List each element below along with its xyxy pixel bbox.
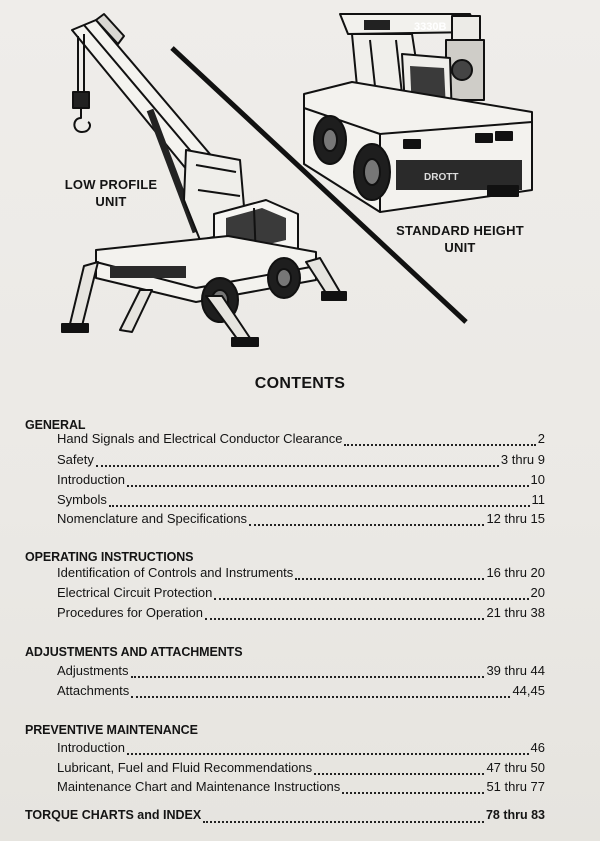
dot-leader <box>295 568 484 580</box>
toc-entry-title: Attachments <box>57 683 130 698</box>
dot-leader <box>342 782 484 794</box>
crane-brand-text: DROTT <box>424 172 459 183</box>
dot-leader <box>96 455 499 467</box>
dot-leader <box>314 763 484 775</box>
dot-leader <box>109 495 530 507</box>
section-heading-maintenance: PREVENTIVE MAINTENANCE <box>25 723 198 737</box>
toc-entry-title: Lubricant, Fuel and Fluid Recommendations <box>57 760 313 775</box>
toc-entry-title: Procedures for Operation <box>57 605 203 620</box>
toc-entry <box>57 585 545 603</box>
toc-entry <box>57 663 545 681</box>
toc-entry-page: 12 thru 15 <box>486 511 545 526</box>
toc-entry-title: Hand Signals and Electrical Conductor Clearance <box>57 431 343 446</box>
toc-entry-page: 16 thru 20 <box>486 565 545 580</box>
dot-leader <box>214 588 528 600</box>
toc-entry-page: 39 thru 44 <box>486 663 545 678</box>
toc-entry-page: 3 thru 9 <box>500 452 545 467</box>
toc-entry-title: Safety <box>57 452 94 467</box>
toc-entry-page: 44,45 <box>512 683 545 698</box>
toc-entry-title: Symbols <box>57 492 107 507</box>
dot-leader <box>127 475 529 487</box>
toc-entry <box>57 472 545 490</box>
toc-entry-title: Adjustments <box>57 663 129 678</box>
toc-entry-page: 2 <box>537 431 545 446</box>
toc-entry-page: 21 thru 38 <box>486 605 545 620</box>
toc-entry-page: 10 <box>530 472 545 487</box>
dot-leader <box>205 608 484 620</box>
toc-entry <box>57 779 545 797</box>
dot-leader <box>131 666 485 678</box>
standard-label-line2: UNIT <box>444 240 476 255</box>
toc-entry-title: Electrical Circuit Protection <box>57 585 213 600</box>
low-profile-unit-label <box>52 176 170 210</box>
toc-entry <box>57 740 545 758</box>
toc-entry-page: 20 <box>530 585 545 600</box>
toc-entry <box>57 605 545 623</box>
standard-label-line1: STANDARD HEIGHT <box>396 223 524 238</box>
toc-entry-title: Introduction <box>57 472 125 487</box>
toc-entry-title: TORQUE CHARTS and INDEX <box>25 808 202 822</box>
dot-leader <box>203 811 484 823</box>
dot-leader <box>131 686 510 698</box>
toc-entry <box>57 492 545 510</box>
section-heading-general: GENERAL <box>25 418 86 432</box>
low-profile-label-line2: UNIT <box>95 194 127 209</box>
low-profile-label-line1: LOW PROFILE <box>64 177 158 192</box>
toc-entry <box>57 565 545 583</box>
standard-height-unit-label <box>390 222 530 256</box>
dot-leader <box>249 514 484 526</box>
toc-entry-title: Nomenclature and Specifications <box>57 511 248 526</box>
crane-model-text: 3330B <box>414 21 447 33</box>
section-heading-operating: OPERATING INSTRUCTIONS <box>25 550 194 564</box>
toc-entry-page: 11 <box>531 492 545 507</box>
dot-leader <box>344 434 535 446</box>
toc-entry-page: 47 thru 50 <box>486 760 545 775</box>
toc-entry <box>57 431 545 449</box>
dot-leader <box>127 743 529 755</box>
toc-entry <box>57 511 545 529</box>
toc-entry <box>57 683 545 701</box>
toc-entry <box>57 760 545 778</box>
toc-entry-title: Identification of Controls and Instruments <box>57 565 294 580</box>
toc-entry-title: Introduction <box>57 740 125 755</box>
toc-entry-torque-charts <box>25 808 545 826</box>
toc-entry-page: 51 thru 77 <box>486 779 545 794</box>
toc-entry <box>57 452 545 470</box>
toc-entry-page: 46 <box>530 740 545 755</box>
contents-title: CONTENTS <box>254 375 346 392</box>
toc-entry-title: Maintenance Chart and Maintenance Instructions <box>57 779 341 794</box>
toc-entry-page: 78 thru 83 <box>485 808 545 822</box>
section-heading-adjustments: ADJUSTMENTS AND ATTACHMENTS <box>25 645 243 659</box>
